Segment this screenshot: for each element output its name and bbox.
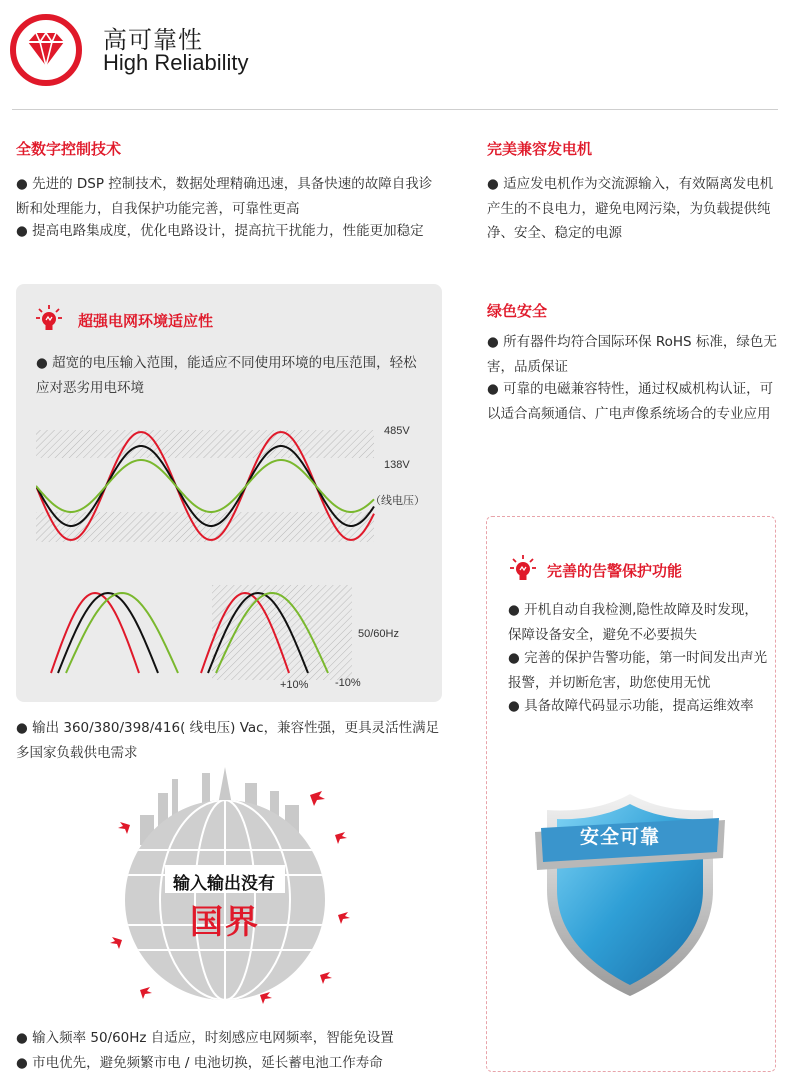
frequency-wave-diagram <box>36 585 376 680</box>
label-plus-10: +10% <box>280 679 309 691</box>
alarm-bullet-2: ● 完善的保护告警功能，第一时间发出声光报警，并切断危害，助您使用无忧 <box>508 650 768 691</box>
alarm-bullet-3: ● 具备故障代码显示功能，提高运维效率 <box>508 698 754 714</box>
globe-text-line1: 输入输出没有 <box>173 874 275 894</box>
voltage-bullet-1: ● 超宽的电压输入范围，能适应不同使用环境的电压范围，轻松应对恶劣用电环境 <box>36 355 417 396</box>
green-bullet-1: ● 所有器件均符合国际环保 RoHS 标准，绿色无害，品质保证 <box>487 334 777 375</box>
header-divider <box>12 109 778 110</box>
lightbulb-icon <box>508 553 538 583</box>
voltage-title: 超强电网环境适应性 <box>78 312 214 330</box>
label-line-voltage: （线电压） <box>370 495 425 507</box>
dsp-title: 全数字控制技术 <box>16 140 122 158</box>
dsp-bullet-2: ● 提高电路集成度，优化电路设计，提高抗干扰能力，性能更加稳定 <box>16 223 424 239</box>
page-title: 高可靠性 <box>103 26 203 54</box>
alarm-title: 完善的告警保护功能 <box>547 562 683 580</box>
voltage-wave-diagram <box>36 420 436 550</box>
label-485v: 485V <box>384 425 410 437</box>
generator-bullet-1: ● 适应发电机作为交流源输入，有效隔离发电机产生的不良电力，避免电网污染，为负载提供纯净、安全、稳定的电源 <box>487 176 774 241</box>
globe-text-line2: 国界 <box>190 902 260 941</box>
output-bullet-1: ● 输出 360/380/398/416( 线电压) Vac，兼容性强，更具灵活性满足多国家负载供电需求 <box>16 720 440 761</box>
green-title: 绿色安全 <box>487 302 548 320</box>
label-minus-10: -10% <box>335 677 361 689</box>
label-138v: 138V <box>384 459 410 471</box>
lightbulb-icon <box>34 303 64 333</box>
label-50-60hz: 50/60Hz <box>358 628 399 640</box>
generator-title: 完美兼容发电机 <box>487 140 593 158</box>
diamond-icon <box>8 12 84 88</box>
shield-text: 安全可靠 <box>580 826 661 848</box>
alarm-bullet-1: ● 开机自动自我检测,隐性故障及时发现，保障设备安全，避免不必要损失 <box>508 602 758 643</box>
dsp-bullet-1: ● 先进的 DSP 控制技术，数据处理精确迅速，具备快速的故障自我诊断和处理能力，自我保护功能完善，可靠性更高 <box>16 176 433 217</box>
green-bullet-2: ● 可靠的电磁兼容特性，通过权威机构认证，可以适合高频通信、广电声像系统场合的专业应用 <box>487 381 774 422</box>
page-subtitle: High Reliability <box>103 50 249 75</box>
frequency-bullet-1: ● 输入频率 50/60Hz 自适应，时刻感应电网频率，智能免设置 <box>16 1030 394 1046</box>
frequency-bullet-2: ● 市电优先，避免频繁市电 / 电池切换，延长蓄电池工作寿命 <box>16 1055 383 1071</box>
